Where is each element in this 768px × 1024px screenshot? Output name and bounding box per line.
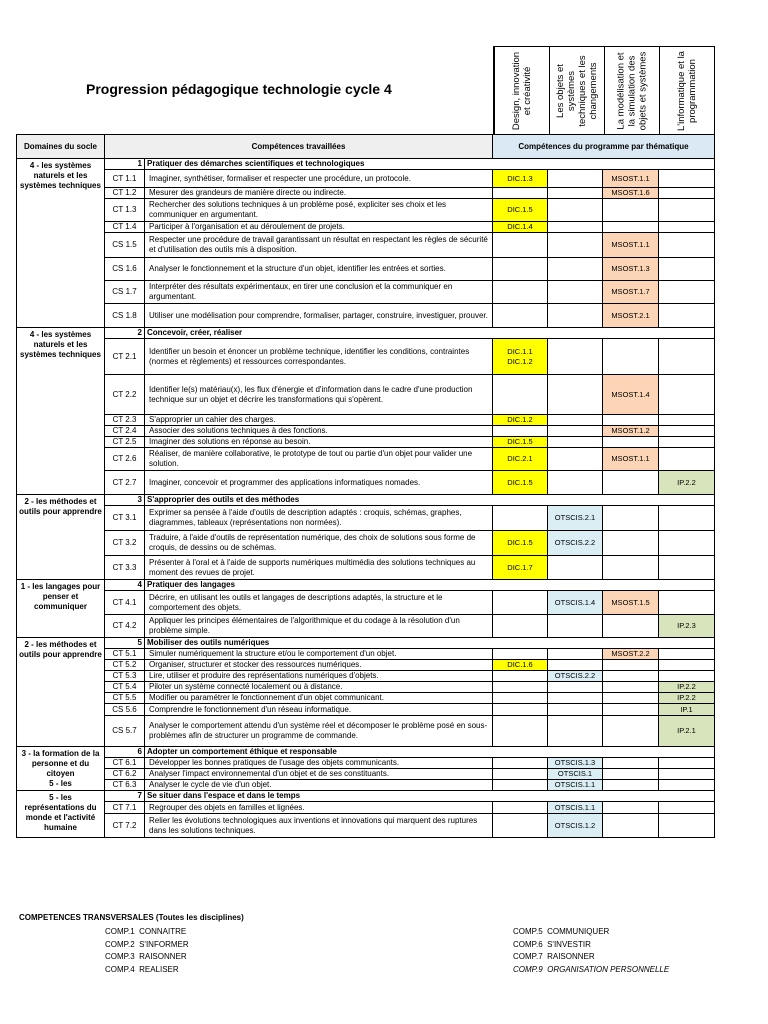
section-row [17, 328, 715, 339]
competence-code: CT 7.2 [105, 814, 145, 838]
msost-cell [603, 471, 659, 495]
table-row [17, 448, 715, 471]
competence-text: Respecter une procédure de travail garantissant un résultat en respectant les règles de sécurité et d'utilisation des outils mis à disposition. [145, 233, 493, 258]
competence-text: Analyser le fonctionnement et la structure d'un objet, identifier les entrées et sorties. [145, 258, 493, 281]
section-number: 7 [105, 791, 145, 802]
comp-item: COMP.4 REALISER [105, 964, 179, 974]
otscis-cell: OTSCIS.2.1 [548, 506, 603, 531]
competence-text: Regrouper des objets en familles et lignées. [145, 802, 493, 814]
section-title: Adopter un comportement éthique et responsable [145, 747, 715, 758]
ip-cell [659, 671, 715, 682]
ip-cell [659, 304, 715, 328]
msost-cell [603, 615, 659, 638]
table-row [17, 222, 715, 233]
otscis-cell [548, 304, 603, 328]
competence-code: CS 5.6 [105, 704, 145, 716]
competence-text: Identifier un besoin et énoncer un problème technique, identifier les conditions, contraintes (normes et règlements) et ressources correspondantes. [145, 339, 493, 375]
competence-code: CS 5.7 [105, 716, 145, 747]
competence-text: Lire, utiliser et produire des représentations numériques d'objets. [145, 671, 493, 682]
page-title: Progression pédagogique technologie cycle 4 [86, 81, 392, 97]
dic-cell: DIC.1.7 [493, 556, 548, 580]
otscis-cell [548, 415, 603, 426]
competence-text: Piloter un système connecté localement ou à distance. [145, 682, 493, 693]
otscis-cell [548, 437, 603, 448]
progression-table [16, 134, 715, 838]
table-row [17, 170, 715, 188]
competence-code: CT 4.1 [105, 591, 145, 615]
section-title: Concevoir, créer, réaliser [145, 328, 715, 339]
section-title: Se situer dans l'espace et dans le temps [145, 791, 715, 802]
competence-code: CT 2.7 [105, 471, 145, 495]
otscis-cell [548, 426, 603, 437]
dic-cell: DIC.1.1 DIC.1.2 [493, 339, 548, 375]
otscis-cell [548, 170, 603, 188]
competence-code: CT 2.1 [105, 339, 145, 375]
theme-header-label: Les objets et systèmes techniques et les changements [555, 54, 599, 127]
ip-cell [659, 199, 715, 222]
dic-cell [493, 258, 548, 281]
competence-text: Imaginer des solutions en réponse au besoin. [145, 437, 493, 448]
section-row [17, 747, 715, 758]
ip-cell [659, 188, 715, 199]
competence-text: Modifier ou paramétrer le fonctionnement d'un objet communicant. [145, 693, 493, 704]
msost-cell [603, 660, 659, 671]
competence-code: CS 1.6 [105, 258, 145, 281]
otscis-cell: OTSCIS.2.2 [548, 671, 603, 682]
section-number: 6 [105, 747, 145, 758]
transversal-left-list [105, 926, 189, 976]
otscis-cell: OTSCIS.1.2 [548, 814, 603, 838]
section-row [17, 159, 715, 170]
section-number: 5 [105, 638, 145, 649]
table-header-row [17, 135, 715, 159]
competence-text: Mesurer des grandeurs de manière directe ou indirecte. [145, 188, 493, 199]
table-row [17, 426, 715, 437]
otscis-cell [548, 281, 603, 304]
competence-text: Imaginer, concevoir et programmer des applications informatiques nomades. [145, 471, 493, 495]
table-row [17, 437, 715, 448]
table-row [17, 660, 715, 671]
otscis-cell [548, 339, 603, 375]
theme-header-msost [604, 46, 659, 134]
otscis-cell [548, 448, 603, 471]
theme-header-ip [659, 46, 715, 134]
table-row [17, 531, 715, 556]
competence-code: CT 1.1 [105, 170, 145, 188]
competence-code: CT 1.2 [105, 188, 145, 199]
otscis-cell: OTSCIS.1.4 [548, 591, 603, 615]
table-row [17, 671, 715, 682]
competence-text: Présenter à l'oral et à l'aide de supports numériques multimédia des solutions techniques au moment des revues de projet. [145, 556, 493, 580]
section-row [17, 638, 715, 649]
competence-code: CT 5.5 [105, 693, 145, 704]
table-row [17, 258, 715, 281]
ip-cell: IP.1 [659, 704, 715, 716]
otscis-cell [548, 615, 603, 638]
table-row [17, 615, 715, 638]
competence-text: Exprimer sa pensée à l'aide d'outils de description adaptés : croquis, schémas, graphes, diagrammes, tableaux (représentations non normées). [145, 506, 493, 531]
otscis-cell [548, 704, 603, 716]
competence-code: CT 2.4 [105, 426, 145, 437]
ip-cell [659, 649, 715, 660]
competence-text: Imaginer, synthétiser, formaliser et respecter une procédure, un protocole. [145, 170, 493, 188]
msost-cell: MSOST.1.3 [603, 258, 659, 281]
theme-header-otscis [549, 46, 604, 134]
msost-cell: MSOST.2.2 [603, 649, 659, 660]
msost-cell [603, 339, 659, 375]
domain-cell: 4 - les systèmes naturels et les systèmes techniques [17, 328, 105, 495]
section-number: 2 [105, 328, 145, 339]
dic-cell [493, 682, 548, 693]
msost-cell [603, 716, 659, 747]
competence-text: Réaliser, de manière collaborative, le prototype de tout ou partie d'un objet pour valider une solution. [145, 448, 493, 471]
domain-cell: 2 - les méthodes et outils pour apprendre [17, 638, 105, 747]
dic-cell [493, 615, 548, 638]
msost-cell [603, 556, 659, 580]
otscis-cell [548, 233, 603, 258]
ip-cell [659, 233, 715, 258]
competence-code: CT 3.3 [105, 556, 145, 580]
table-row [17, 693, 715, 704]
section-number: 4 [105, 580, 145, 591]
table-row [17, 199, 715, 222]
ip-cell [659, 758, 715, 769]
section-row [17, 495, 715, 506]
theme-headers [493, 46, 715, 134]
dic-cell: DIC.1.3 [493, 170, 548, 188]
msost-cell: MSOST.1.1 [603, 170, 659, 188]
otscis-cell [548, 375, 603, 415]
msost-cell [603, 671, 659, 682]
table-row [17, 780, 715, 791]
msost-cell [603, 758, 659, 769]
ip-cell [659, 814, 715, 838]
msost-cell [603, 780, 659, 791]
ip-cell [659, 415, 715, 426]
table-row [17, 716, 715, 747]
competence-text: Appliquer les principes élémentaires de l'algorithmique et du codage à la résolution d'un problème simple. [145, 615, 493, 638]
competence-text: Développer les bonnes pratiques de l'usage des objets communicants. [145, 758, 493, 769]
competence-code: CT 4.2 [105, 615, 145, 638]
dic-cell: DIC.1.2 [493, 415, 548, 426]
competence-text: Utiliser une modélisation pour comprendre, formaliser, partager, construire, investiguer, prouver. [145, 304, 493, 328]
otscis-cell [548, 556, 603, 580]
table-row [17, 769, 715, 780]
dic-cell [493, 769, 548, 780]
otscis-cell [548, 693, 603, 704]
transversal-heading: COMPETENCES TRANSVERSALES (Toutes les disciplines) [19, 913, 244, 922]
competence-text: Traduire, à l'aide d'outils de représentation numérique, des choix de solutions sous forme de croquis, de dessins ou de schémas. [145, 531, 493, 556]
ip-cell [659, 780, 715, 791]
competence-code: CT 5.1 [105, 649, 145, 660]
otscis-cell: OTSCIS.2.2 [548, 531, 603, 556]
ip-cell [659, 222, 715, 233]
msost-cell: MSOST.1.4 [603, 375, 659, 415]
table-row [17, 591, 715, 615]
competence-text: Rechercher des solutions techniques à un problème posé, expliciter ses choix et les communiquer en argumentant. [145, 199, 493, 222]
table-row [17, 339, 715, 375]
otscis-cell [548, 471, 603, 495]
competence-text: Associer des solutions techniques à des fonctions. [145, 426, 493, 437]
competence-code: CT 1.4 [105, 222, 145, 233]
dic-cell: DIC.1.5 [493, 471, 548, 495]
msost-cell [603, 437, 659, 448]
competence-code: CT 7.1 [105, 802, 145, 814]
msost-cell: MSOST.1.7 [603, 281, 659, 304]
competence-code: CT 2.2 [105, 375, 145, 415]
competence-code: CS 1.7 [105, 281, 145, 304]
otscis-cell: OTSCIS.1.3 [548, 758, 603, 769]
comp-item: COMP.7 RAISONNER [513, 952, 595, 962]
competence-text: Analyser le cycle de vie d'un objet. [145, 780, 493, 791]
competence-text: Relier les évolutions technologiques aux inventions et innovations qui marquent des ruptures dans les solutions techniques. [145, 814, 493, 838]
header-domaines: Domaines du socle [17, 135, 105, 159]
msost-cell: MSOST.1.1 [603, 448, 659, 471]
table-row [17, 814, 715, 838]
ip-cell: IP.2.2 [659, 471, 715, 495]
ip-cell [659, 556, 715, 580]
dic-cell [493, 649, 548, 660]
competence-text: Participer à l'organisation et au déroulement de projets. [145, 222, 493, 233]
comp-item: COMP.6 S'INVESTIR [513, 939, 591, 949]
ip-cell [659, 531, 715, 556]
dic-cell [493, 188, 548, 199]
competence-text: Analyser l'impact environnemental d'un objet et de ses constituants. [145, 769, 493, 780]
ip-cell: IP.2.3 [659, 615, 715, 638]
section-title: Mobiliser des outils numériques [145, 638, 715, 649]
msost-cell [603, 682, 659, 693]
ip-cell [659, 170, 715, 188]
ip-cell: IP.2.1 [659, 716, 715, 747]
dic-cell: DIC.1.5 [493, 531, 548, 556]
table-row [17, 415, 715, 426]
theme-header-label: L'informatique et la programmation [676, 50, 698, 131]
competence-code: CT 3.1 [105, 506, 145, 531]
dic-cell [493, 426, 548, 437]
section-number: 1 [105, 159, 145, 170]
competence-code: CS 1.8 [105, 304, 145, 328]
dic-cell [493, 304, 548, 328]
msost-cell [603, 802, 659, 814]
dic-cell [493, 375, 548, 415]
dic-cell: DIC.2.1 [493, 448, 548, 471]
transversal-title [19, 912, 244, 925]
otscis-cell [548, 258, 603, 281]
dic-cell [493, 233, 548, 258]
theme-header-dic [493, 46, 549, 134]
table-row [17, 506, 715, 531]
domain-cell: 5 - les représentations du monde et l'activité humaine [17, 791, 105, 838]
dic-cell: DIC.1.5 [493, 199, 548, 222]
header-programme: Compétences du programme par thématique [493, 135, 715, 159]
transversal-right-list [513, 926, 669, 976]
msost-cell [603, 769, 659, 780]
competence-code: CT 5.3 [105, 671, 145, 682]
otscis-cell: OTSCIS.1.1 [548, 802, 603, 814]
comp-item: COMP.3 RAISONNER [105, 952, 187, 962]
competence-text: Interpréter des résultats expérimentaux, en tirer une conclusion et la communiquer en argumentant. [145, 281, 493, 304]
section-title: Pratiquer des démarches scientifiques et technologiques [145, 159, 715, 170]
section-title: Pratiquer des langages [145, 580, 715, 591]
domain-cell: 4 - les systèmes naturels et les systèmes techniques [17, 159, 105, 328]
dic-cell [493, 758, 548, 769]
msost-cell [603, 199, 659, 222]
table-row [17, 758, 715, 769]
msost-cell [603, 415, 659, 426]
dic-cell [493, 802, 548, 814]
dic-cell [493, 716, 548, 747]
msost-cell [603, 704, 659, 716]
ip-cell [659, 339, 715, 375]
domain-cell: 2 - les méthodes et outils pour apprendre [17, 495, 105, 580]
dic-cell [493, 591, 548, 615]
otscis-cell: OTSCIS.1 [548, 769, 603, 780]
header-competences: Compétences travaillées [105, 135, 493, 159]
msost-cell [603, 506, 659, 531]
comp-item: COMP.1 CONNAITRE [105, 927, 187, 936]
section-title: S'approprier des outils et des méthodes [145, 495, 715, 506]
ip-cell [659, 506, 715, 531]
msost-cell [603, 531, 659, 556]
dic-cell: DIC.1.5 [493, 437, 548, 448]
comp-item: COMP.2 S'INFORMER [105, 939, 189, 949]
competence-text: Identifier le(s) matériau(x), les flux d'énergie et d'information dans le cadre d'une production technique sur un objet et décrire les transformations qui s'opèrent. [145, 375, 493, 415]
ip-cell [659, 281, 715, 304]
table-row [17, 802, 715, 814]
otscis-cell [548, 649, 603, 660]
otscis-cell [548, 222, 603, 233]
otscis-cell: OTSCIS.1.1 [548, 780, 603, 791]
competence-text: Comprendre le fonctionnement d'un réseau informatique. [145, 704, 493, 716]
dic-cell [493, 693, 548, 704]
theme-header-label: La modélisation et la simulation des objets et systèmes [615, 51, 649, 130]
dic-cell: DIC.1.4 [493, 222, 548, 233]
ip-cell [659, 591, 715, 615]
ip-cell [659, 769, 715, 780]
table-row [17, 304, 715, 328]
competence-text: Organiser, structurer et stocker des ressources numériques. [145, 660, 493, 671]
competence-code: CT 3.2 [105, 531, 145, 556]
competence-code: CT 5.2 [105, 660, 145, 671]
otscis-cell [548, 660, 603, 671]
section-number: 3 [105, 495, 145, 506]
table-row [17, 471, 715, 495]
msost-cell [603, 814, 659, 838]
dic-cell [493, 704, 548, 716]
dic-cell [493, 780, 548, 791]
competence-code: CT 2.5 [105, 437, 145, 448]
ip-cell: IP.2.2 [659, 682, 715, 693]
ip-cell [659, 375, 715, 415]
dic-cell: DIC.1.6 [493, 660, 548, 671]
comp-item: COMP.5 COMMUNIQUER [513, 927, 610, 936]
otscis-cell [548, 199, 603, 222]
competence-code: CT 2.6 [105, 448, 145, 471]
competence-text: Simuler numériquement la structure et/ou le comportement d'un objet. [145, 649, 493, 660]
ip-cell [659, 802, 715, 814]
table-row [17, 375, 715, 415]
msost-cell: MSOST.2.1 [603, 304, 659, 328]
otscis-cell [548, 188, 603, 199]
dic-cell [493, 671, 548, 682]
domain-cell: 1 - les langages pour penser et communiquer [17, 580, 105, 638]
msost-cell: MSOST.1.2 [603, 426, 659, 437]
competence-code: CT 6.2 [105, 769, 145, 780]
domain-cell: 3 - la formation de la personne et du citoyen 5 - les [17, 747, 105, 791]
table-row [17, 556, 715, 580]
ip-cell [659, 426, 715, 437]
comp-item: COMP.9 ORGANISATION PERSONNELLE [513, 964, 670, 974]
ip-cell [659, 258, 715, 281]
otscis-cell [548, 682, 603, 693]
competence-code: CT 6.1 [105, 758, 145, 769]
msost-cell [603, 693, 659, 704]
competence-text: S'approprier un cahier des charges. [145, 415, 493, 426]
table-row [17, 704, 715, 716]
msost-cell: MSOST.1.6 [603, 188, 659, 199]
dic-cell [493, 506, 548, 531]
ip-cell [659, 660, 715, 671]
table-row [17, 281, 715, 304]
table-row [17, 188, 715, 199]
competence-code: CT 5.4 [105, 682, 145, 693]
competence-text: Décrire, en utilisant les outils et langages de descriptions adaptés, la structure et le comportement des objets. [145, 591, 493, 615]
ip-cell: IP.2.2 [659, 693, 715, 704]
table-row [17, 649, 715, 660]
competence-code: CS 1.5 [105, 233, 145, 258]
ip-cell [659, 437, 715, 448]
dic-cell [493, 281, 548, 304]
otscis-cell [548, 716, 603, 747]
section-row [17, 580, 715, 591]
msost-cell [603, 222, 659, 233]
competence-code: CT 1.3 [105, 199, 145, 222]
table-row [17, 682, 715, 693]
table-row [17, 233, 715, 258]
ip-cell [659, 448, 715, 471]
competence-text: Analyser le comportement attendu d'un système réel et décomposer le problème posé en sous-problèmes afin de structurer un programme de commande. [145, 716, 493, 747]
section-row [17, 791, 715, 802]
msost-cell: MSOST.1.1 [603, 233, 659, 258]
theme-header-label: Design, innovation et créativité [511, 51, 533, 130]
competence-code: CT 6.3 [105, 780, 145, 791]
dic-cell [493, 814, 548, 838]
competence-code: CT 2.3 [105, 415, 145, 426]
msost-cell: MSOST.1.5 [603, 591, 659, 615]
